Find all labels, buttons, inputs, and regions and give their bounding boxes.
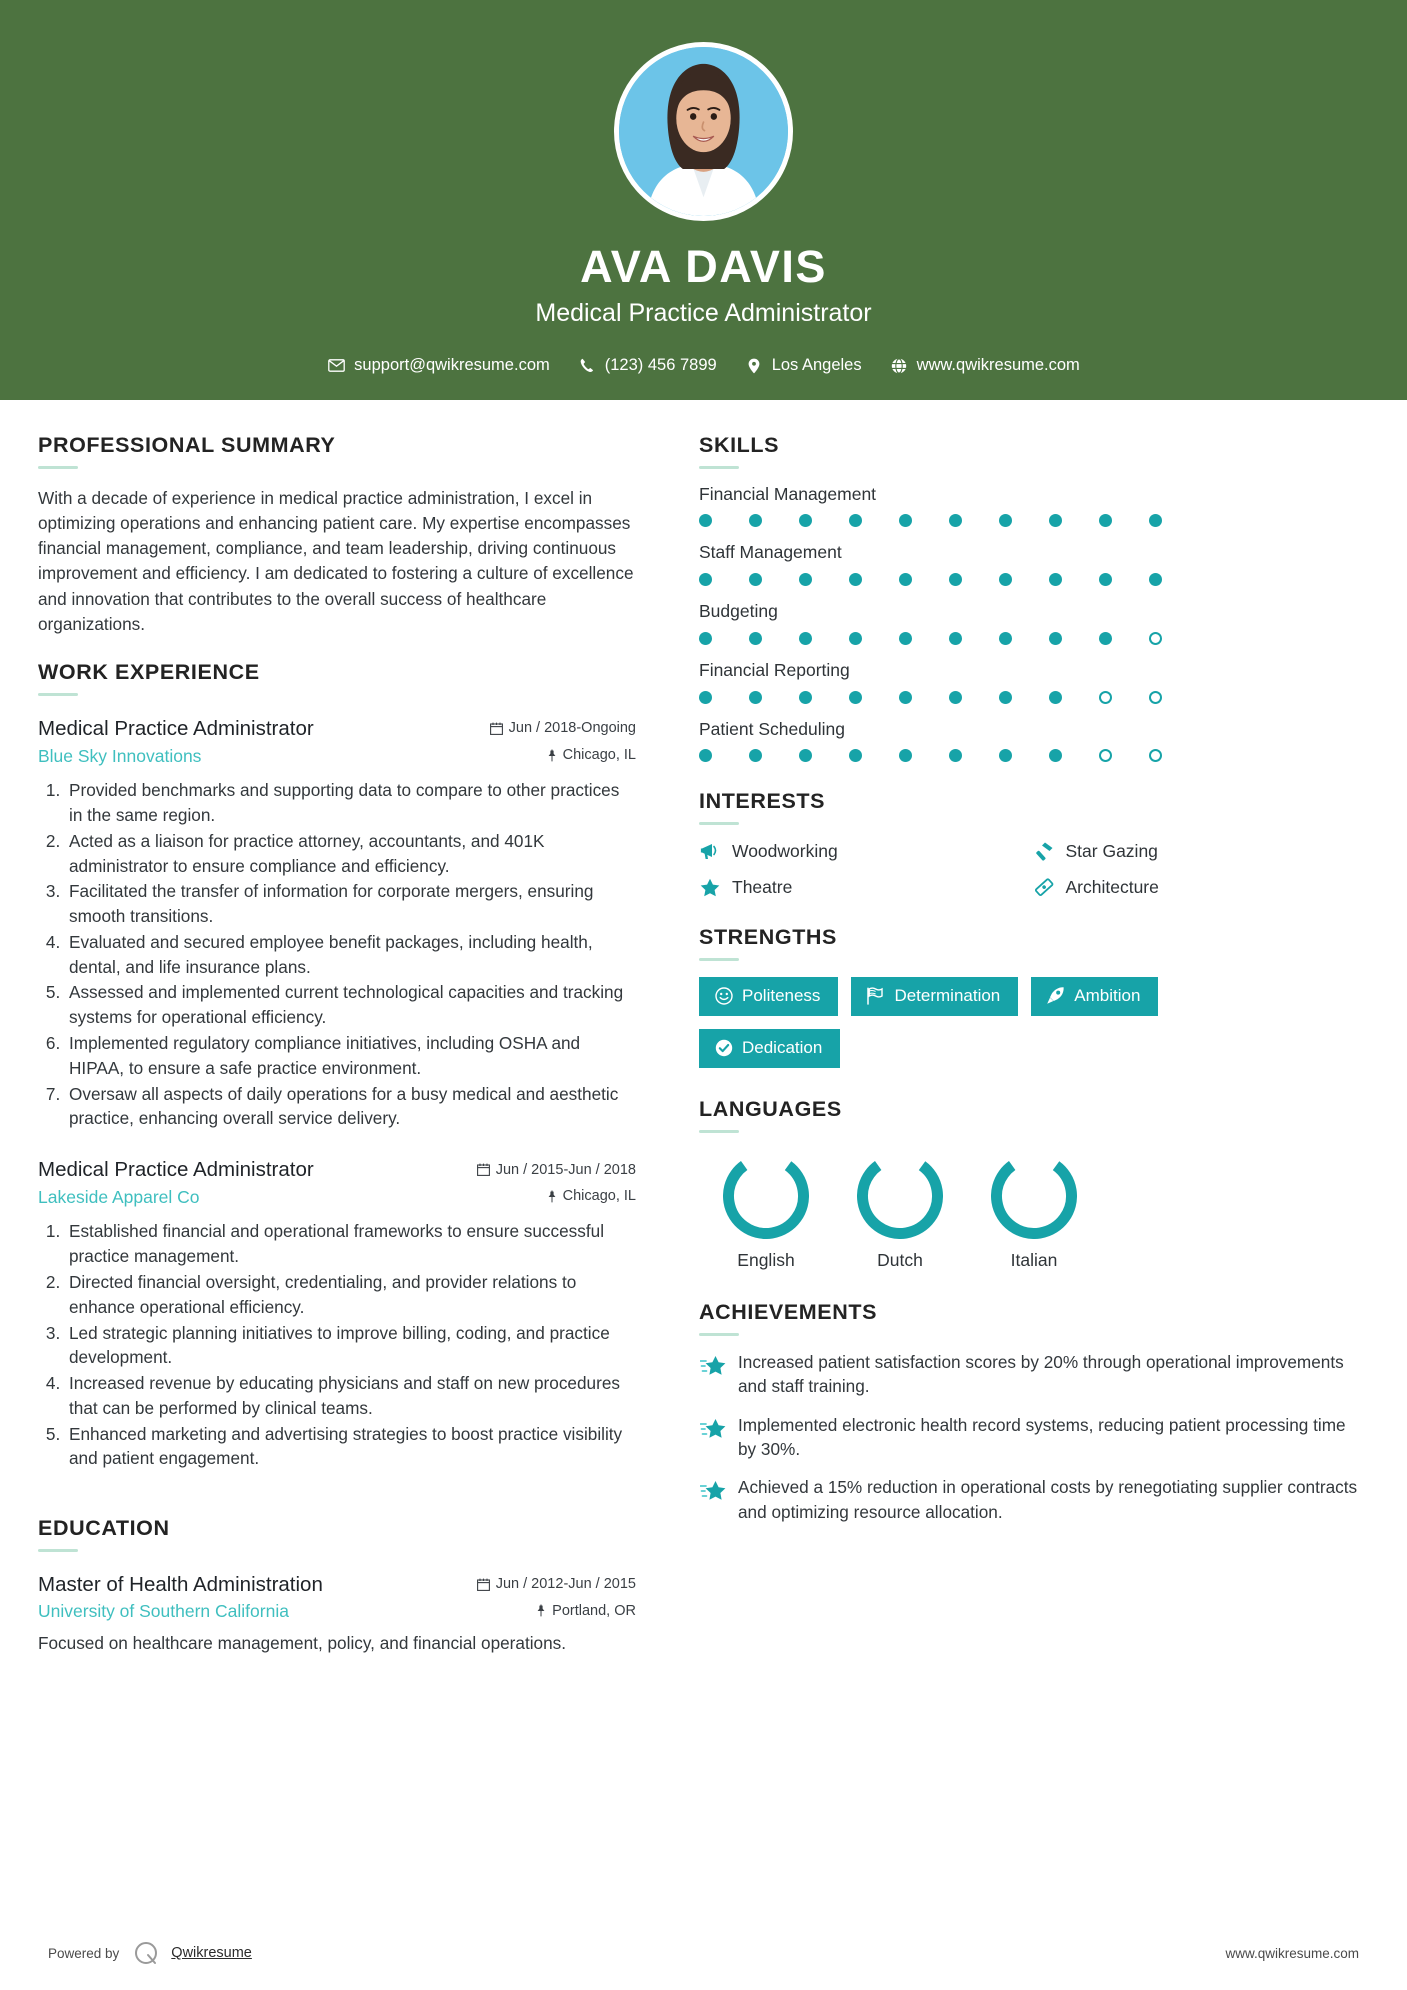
map-pin-icon <box>547 1190 557 1203</box>
calendar-icon <box>477 1163 490 1176</box>
achievement-item <box>699 1350 1366 1399</box>
education-school: University of Southern California <box>38 1601 289 1622</box>
skill-dot-filled <box>949 632 962 645</box>
achievement-item <box>699 1413 1366 1462</box>
contact-phone-text: (123) 456 7899 <box>604 356 717 375</box>
contact-phone[interactable] <box>578 356 717 375</box>
achievement-text: Implemented electronic health record systems, reducing patient processing time by 30%. <box>738 1414 1346 1459</box>
section-title-education: EDUCATION <box>38 1516 170 1541</box>
skill-label: Financial Management <box>699 483 877 504</box>
skill-dot-filled <box>749 691 762 704</box>
work-job-title: Medical Practice Administrator <box>38 1158 314 1182</box>
achievement-text: Achieved a 15% reduction in operational costs by renegotiating supplier contracts and optimizing resource allocation. <box>738 1477 1358 1522</box>
skill-label: Staff Management <box>699 542 842 563</box>
skill-dot-filled <box>999 749 1012 762</box>
work-date <box>490 720 636 736</box>
skill-row <box>699 659 1366 704</box>
work-entry-header <box>38 1157 636 1183</box>
skill-row <box>699 483 1366 528</box>
section-skills <box>699 434 1366 762</box>
skill-dot-filled <box>999 632 1012 645</box>
skill-dot-filled <box>1049 573 1062 586</box>
skill-dot-filled <box>999 691 1012 704</box>
education-description: Focused on healthcare management, policy, and financial operations. <box>38 1633 567 1654</box>
skill-dot-filled <box>899 514 912 527</box>
education-location <box>536 1603 636 1619</box>
avatar <box>614 42 793 221</box>
skill-dot-filled <box>749 632 762 645</box>
skill-dot-filled <box>849 749 862 762</box>
resume-header <box>0 0 1407 400</box>
section-divider <box>38 693 78 696</box>
skill-dot-filled <box>749 749 762 762</box>
strength-label: Ambition <box>1074 985 1141 1005</box>
qwikresume-brand-link[interactable]: Qwikresume <box>171 1945 252 1961</box>
skill-dot-filled <box>699 514 712 527</box>
work-location-text: Chicago, IL <box>562 747 636 764</box>
section-interests <box>699 790 1366 898</box>
list-item: 6. Implemented regulatory compliance initiatives, including OSHA and HIPAA, to ensure a safe practice environment. <box>65 1031 636 1081</box>
skill-dot-filled <box>899 691 912 704</box>
language-progress-ring <box>833 1153 967 1239</box>
skill-dot-filled <box>799 573 812 586</box>
skill-rating-dots <box>699 514 1366 527</box>
education-entry <box>38 1572 636 1656</box>
section-achievements <box>699 1301 1366 1524</box>
skill-dot-filled <box>949 514 962 527</box>
portrait-photo-icon <box>619 47 788 216</box>
calendar-icon <box>477 1578 490 1591</box>
list-item: 3. Facilitated the transfer of information for corporate mergers, ensuring smooth transitions. <box>65 879 636 929</box>
section-divider <box>699 958 739 961</box>
interest-item <box>1033 876 1367 898</box>
section-education <box>38 1517 636 1656</box>
skill-label: Patient Scheduling <box>699 718 845 739</box>
education-degree: Master of Health Administration <box>38 1572 323 1596</box>
ticket-icon <box>1033 876 1055 898</box>
map-pin-icon <box>536 1604 546 1617</box>
location-pin-icon <box>745 357 763 375</box>
list-item: 2. Directed financial oversight, credentialing, and provider relations to enhance operational efficiency. <box>65 1270 636 1320</box>
skill-dot-empty <box>1149 691 1162 704</box>
list-item: 5. Assessed and implemented current technological capacities and tracking systems for operational efficiency. <box>65 980 636 1030</box>
section-divider <box>699 466 739 469</box>
skill-dot-empty <box>1099 691 1112 704</box>
skill-rating-dots <box>699 573 1366 586</box>
section-divider <box>38 466 78 469</box>
qwikresume-logo-icon <box>133 1940 159 1966</box>
section-title-achievements: ACHIEVEMENTS <box>699 1300 878 1325</box>
work-entry-subheader <box>38 1186 636 1209</box>
skill-dot-filled <box>1049 632 1062 645</box>
language-item <box>967 1153 1101 1271</box>
flag-icon <box>866 986 885 1005</box>
skill-dot-filled <box>1049 514 1062 527</box>
languages-list <box>699 1153 1366 1271</box>
map-pin-icon <box>547 749 557 762</box>
work-date <box>477 1162 636 1178</box>
interest-item <box>699 840 1033 862</box>
strength-label: Determination <box>894 985 1001 1005</box>
contact-email-text: support@qwikresume.com <box>354 356 550 375</box>
strength-label: Politeness <box>742 985 821 1005</box>
skill-dot-filled <box>799 514 812 527</box>
skill-dot-filled <box>849 514 862 527</box>
achievements-list <box>699 1350 1366 1525</box>
section-divider <box>38 1549 78 1552</box>
skill-dot-filled <box>799 749 812 762</box>
skill-dot-filled <box>749 573 762 586</box>
email-icon <box>327 357 345 375</box>
work-entry-subheader <box>38 745 636 768</box>
list-item: 3. Led strategic planning initiatives to improve billing, coding, and practice development. <box>65 1321 636 1371</box>
skill-dot-filled <box>899 632 912 645</box>
strength-badge <box>699 1029 840 1068</box>
skill-dot-filled <box>849 573 862 586</box>
strength-badge <box>699 977 838 1016</box>
contact-website-text: www.qwikresume.com <box>916 356 1080 375</box>
work-entry-header <box>38 716 636 742</box>
interest-label: Theatre <box>732 876 793 897</box>
skill-dot-filled <box>899 749 912 762</box>
right-column <box>666 434 1366 1538</box>
skill-dot-filled <box>1049 749 1062 762</box>
skill-dot-filled <box>699 749 712 762</box>
section-work-experience <box>38 661 636 1471</box>
language-label: English <box>737 1250 795 1271</box>
skill-label: Financial Reporting <box>699 659 850 680</box>
section-title-professional-summary: PROFESSIONAL SUMMARY <box>38 433 336 457</box>
powered-by-label: Powered by <box>48 1945 120 1961</box>
work-location <box>547 747 636 763</box>
resume-body <box>0 400 1407 1656</box>
skill-dot-filled <box>999 514 1012 527</box>
skill-dot-filled <box>849 691 862 704</box>
list-item: 5. Enhanced marketing and advertising strategies to boost practice visibility and patient engagement. <box>65 1422 636 1472</box>
interest-item <box>699 876 1033 898</box>
job-role-subtitle: Medical Practice Administrator <box>535 299 872 328</box>
skill-dot-filled <box>899 573 912 586</box>
phone-icon <box>578 357 596 375</box>
language-item <box>699 1153 833 1271</box>
skill-dot-filled <box>949 749 962 762</box>
section-title-interests: INTERESTS <box>699 789 826 814</box>
powered-by <box>48 1940 252 1966</box>
interest-item <box>1033 840 1367 862</box>
work-organization: Blue Sky Innovations <box>38 745 202 766</box>
section-title-strengths: STRENGTHS <box>699 925 837 950</box>
skill-row <box>699 718 1366 763</box>
skill-rating-dots <box>699 749 1366 762</box>
check-circle-icon <box>714 1039 733 1058</box>
interest-label: Star Gazing <box>1065 840 1158 861</box>
contact-row <box>0 356 1407 375</box>
work-date-text: Jun / 2018-Ongoing <box>508 720 636 737</box>
work-organization: Lakeside Apparel Co <box>38 1186 200 1207</box>
education-date-text: Jun / 2012-Jun / 2015 <box>495 1576 636 1593</box>
education-date <box>477 1576 636 1592</box>
globe-icon <box>890 357 908 375</box>
skill-dot-filled <box>1149 514 1162 527</box>
education-entry-header <box>38 1572 636 1598</box>
skill-dot-empty <box>1099 749 1112 762</box>
work-location-text: Chicago, IL <box>562 1188 636 1205</box>
language-label: Dutch <box>877 1250 923 1271</box>
work-job-title: Medical Practice Administrator <box>38 716 314 740</box>
section-title-languages: LANGUAGES <box>699 1097 842 1122</box>
list-item: 4. Increased revenue by educating physicians and staff on new procedures that can be performed by clinical teams. <box>65 1371 636 1421</box>
education-entry-subheader <box>38 1600 636 1623</box>
work-entry <box>38 1157 636 1471</box>
professional-summary-text: With a decade of experience in medical practice administration, I excel in optimizing operations and enhancing patient care. My expertise encompasses financial management, compliance, and team leadership, driving continuous improvement and efficiency. I am dedicated to fostering a culture of excellence and innovation that contributes to the overall success of healthcare organizations. <box>38 487 634 635</box>
contact-website[interactable] <box>890 356 1080 375</box>
megaphone-icon <box>699 840 721 862</box>
work-entry <box>38 716 636 1131</box>
skill-dot-filled <box>1099 514 1112 527</box>
list-item: 1. Provided benchmarks and supporting data to compare to other practices in the same region. <box>65 778 636 828</box>
skill-dot-filled <box>799 691 812 704</box>
skill-dot-filled <box>999 573 1012 586</box>
skill-dot-filled <box>949 573 962 586</box>
language-label: Italian <box>1010 1250 1058 1271</box>
hammer-icon <box>1033 840 1055 862</box>
work-bullet-list <box>38 778 636 1131</box>
list-item: 4. Evaluated and secured employee benefit packages, including health, dental, and life insurance plans. <box>65 930 636 980</box>
list-item: 1. Established financial and operational frameworks to ensure successful practice management. <box>65 1219 636 1269</box>
skill-dot-filled <box>1049 691 1062 704</box>
skill-rating-dots <box>699 691 1366 704</box>
page-title: AVA DAVIS <box>580 241 827 292</box>
shooting-star-icon <box>699 1416 727 1442</box>
skill-dot-filled <box>799 632 812 645</box>
skill-dot-filled <box>749 514 762 527</box>
shooting-star-icon <box>699 1478 727 1504</box>
list-item: 2. Acted as a liaison for practice attorney, accountants, and 401K administrator to ensure compliance and efficiency. <box>65 829 636 879</box>
section-strengths <box>699 926 1366 1068</box>
strength-label: Dedication <box>742 1038 823 1058</box>
strength-badge <box>1031 977 1158 1016</box>
skill-row <box>699 541 1366 586</box>
skill-dot-filled <box>699 573 712 586</box>
contact-location-text: Los Angeles <box>771 356 862 375</box>
section-divider <box>699 1333 739 1336</box>
skill-rating-dots <box>699 632 1366 645</box>
left-column <box>38 434 666 1656</box>
skill-dot-filled <box>1099 573 1112 586</box>
contact-location <box>745 356 862 375</box>
skill-dot-empty <box>1149 632 1162 645</box>
language-progress-ring <box>967 1153 1101 1239</box>
footer-site-url[interactable]: www.qwikresume.com <box>1225 1945 1359 1961</box>
calendar-icon <box>490 722 503 735</box>
shooting-star-icon <box>699 1353 727 1379</box>
skill-dot-filled <box>1099 632 1112 645</box>
resume-footer <box>0 1940 1407 1966</box>
interests-grid <box>699 840 1366 898</box>
interest-label: Woodworking <box>732 840 838 861</box>
skill-label: Budgeting <box>699 601 778 622</box>
section-divider <box>699 822 739 825</box>
achievement-item <box>699 1475 1366 1524</box>
interest-label: Architecture <box>1065 876 1159 897</box>
rocket-icon <box>1046 986 1065 1005</box>
skill-dot-filled <box>699 632 712 645</box>
work-location <box>547 1188 636 1204</box>
star-icon <box>699 876 721 898</box>
skill-dot-filled <box>699 691 712 704</box>
language-item <box>833 1153 967 1271</box>
achievement-text: Increased patient satisfaction scores by 20% through operational improvements and staff training. <box>738 1351 1344 1397</box>
work-bullet-list <box>38 1219 636 1471</box>
section-title-skills: SKILLS <box>699 433 780 457</box>
strength-badge <box>851 977 1018 1016</box>
smiley-icon <box>714 986 733 1005</box>
section-divider <box>699 1130 739 1133</box>
section-professional-summary <box>38 434 636 637</box>
skill-dot-filled <box>1149 573 1162 586</box>
list-item: 7. Oversaw all aspects of daily operations for a busy medical and aesthetic practice, enhancing overall service delivery. <box>65 1082 636 1132</box>
skill-dot-empty <box>1149 749 1162 762</box>
contact-email[interactable] <box>327 356 550 375</box>
section-languages <box>699 1098 1366 1271</box>
work-date-text: Jun / 2015-Jun / 2018 <box>495 1161 636 1178</box>
skill-row <box>699 600 1366 645</box>
strengths-list <box>699 977 1159 1069</box>
section-title-work-experience: WORK EXPERIENCE <box>38 660 260 685</box>
skill-dot-filled <box>949 691 962 704</box>
education-location-text: Portland, OR <box>552 1602 636 1619</box>
skill-dot-filled <box>849 632 862 645</box>
language-progress-ring <box>699 1153 833 1239</box>
